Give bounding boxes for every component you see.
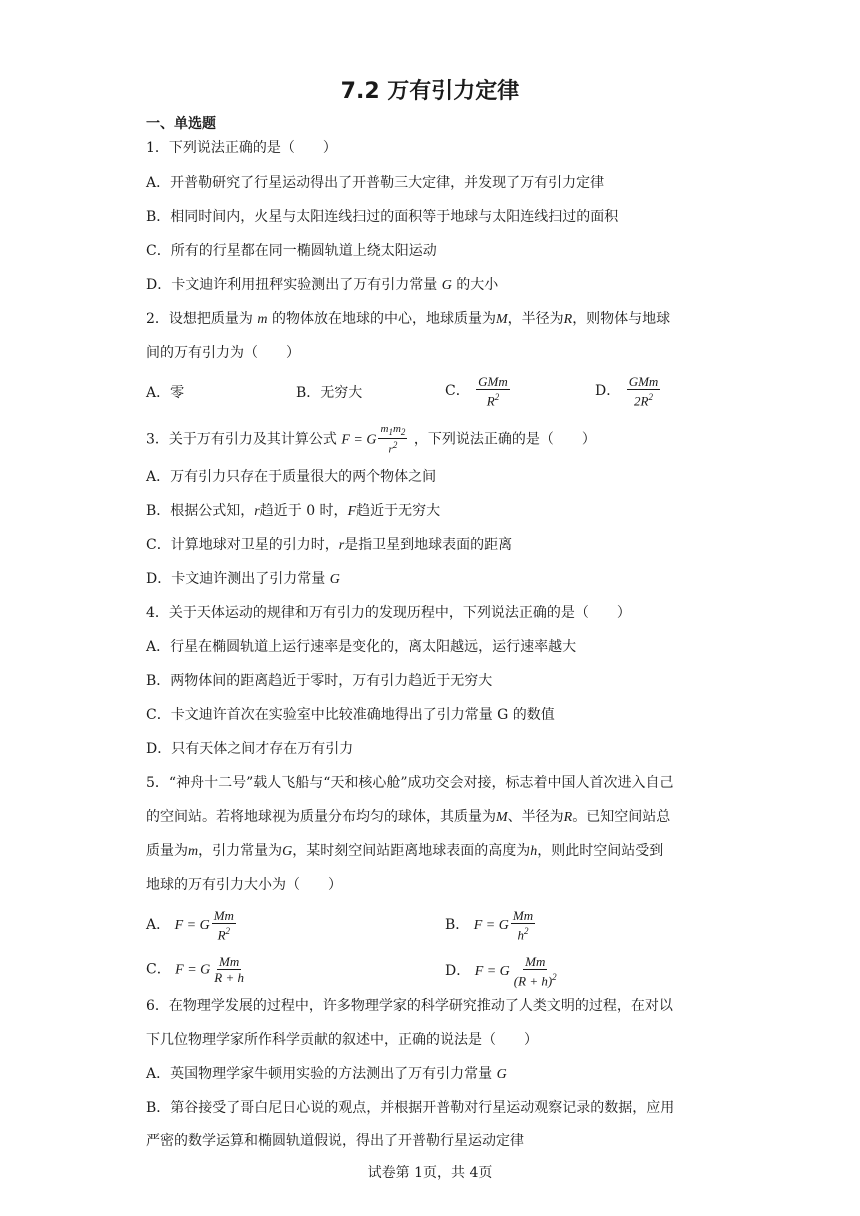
q3-b-text-c: 趋近于无穷大 [356,503,441,519]
q2-text-d: ，则物体与地球 [572,311,671,327]
q3-option-a: A．万有引力只存在于质量很大的两个物体之间 [146,469,437,485]
den-base: 2R [634,393,649,409]
q2-option-a: A．零 [146,385,185,401]
fraction-GMm-over-2R2 [627,374,661,408]
question-5-line4: 地球的万有引力大小为（ ） [146,877,342,893]
q5-option-b [445,908,537,942]
sub-1: 1 [388,427,393,438]
q4-option-a: A．行星在椭圆轨道上运行速率是变化的，离太阳越远，运行速率越大 [146,639,577,655]
fraction-Mm-over-h2 [511,908,535,942]
denominator [515,924,530,942]
q5-b-label: B． [445,917,470,934]
q3-stem-post: ，下列说法正确的是（ ） [413,431,596,448]
q3-option-d [146,569,340,590]
q2-option-d-label: D． [595,383,621,400]
question-2-stem-line2: 间的万有引力为（ ） [146,345,300,361]
exponent: 2 [523,926,529,936]
symbol-m: m [188,844,199,859]
q5-option-a [146,908,238,942]
q5-l3-d: ，则此时空间站受到 [537,843,664,859]
q2-text-a: 2．设想把质量为 [146,311,253,327]
symbol-G: G [496,1067,507,1082]
exponent: 2 [648,392,653,402]
den-base: R [486,393,495,409]
fraction-Mm-over-R-plus-h [212,954,246,985]
question-4-stem: 4．关于天体运动的规律和万有引力的发现历程中，下列说法正确的是（ ） [146,605,631,621]
q6-option-b-line2: 严密的数学运算和椭圆轨道假说，得出了开普勒行星运动定律 [146,1133,524,1149]
question-5-line1: 5．“神舟十二号”载人飞船与“天和核心舱”成功交会对接，标志着中国人首次进入自己 [146,775,674,791]
denominator [485,390,501,408]
numerator: Mm [213,908,234,923]
denominator [632,390,655,408]
numerator: Mm [219,954,240,969]
q5-d-label: D． [445,963,471,980]
den-base: r [388,443,393,456]
q3-option-b [146,501,440,522]
q6-option-b-line1: B．第谷接受了哥白尼日心说的观点，并根据开普勒对行星运动观察记录的数据，应用 [146,1100,675,1116]
q1-option-c: C．所有的行星都在同一椭圆轨道上绕太阳运动 [146,243,437,259]
q2-text-c: ，半径为 [507,311,564,327]
q2-option-d [595,374,662,408]
question-5-line2 [146,807,670,828]
q1-option-d-text: D．卡文迪许利用扭秤实验测出了万有引力常量 [146,277,438,293]
question-3-stem [146,423,596,456]
question-1-stem: 1．下列说法正确的是（ ） [146,140,337,156]
symbol-G: G [441,278,452,293]
q2-option-c [445,374,512,408]
q5-l3-b: ，引力常量为 [198,843,283,859]
q5-l2-a: 的空间站。若将地球视为质量分布均匀的球体，其质量为 [146,809,496,825]
formula-F-eq-G: F = G [341,432,377,448]
fraction-GMm-over-R2 [476,374,510,408]
formula-F-eq-G: F = G [474,964,510,980]
section-heading: 一、单选题 [146,116,216,132]
question-6-line1: 6．在物理学发展的过程中，许多物理学家的科学研究推动了人类文明的过程，在对以 [146,998,673,1014]
numerator: Mm [525,954,546,969]
exponent: 2 [494,392,500,402]
q5-l3-a: 质量为 [146,843,188,859]
formula-F-eq-G: F = G [175,962,211,978]
q5-option-c [146,954,248,985]
denominator [512,970,559,988]
symbol-F: F [347,504,357,519]
symbol-R: R [563,810,573,825]
page-footer: 试卷第 1页，共 4页 [367,1165,493,1181]
q6-a-text: A．英国物理学家牛顿用实验的方法测出了万有引力常量 [146,1066,493,1082]
m2: m [392,423,401,435]
numerator: Mm [512,908,534,923]
den-base: h [517,927,524,943]
denominator [387,439,400,456]
q3-stem-pre: 3．关于万有引力及其计算公式 [146,431,337,448]
q4-option-c: C．卡文迪许首次在实验室中比较准确地得出了引力常量 G 的数值 [146,707,555,723]
sub-2: 2 [400,427,406,438]
fraction-m1m2-over-r2 [378,423,407,456]
m1: m [380,423,389,435]
q5-l2-b: 、半径为 [507,809,564,825]
question-5-line3 [146,841,663,862]
q4-option-b: B．两物体间的距离趋近于零时，万有引力趋近于无穷大 [146,673,493,689]
q3-b-text-b: 趋近于 0 时， [259,503,348,519]
exponent: 2 [552,972,557,982]
page-title: 7.2 万有引力定律 [340,79,520,104]
symbol-r: r [254,504,260,519]
q5-a-label: A． [146,917,171,934]
q1-option-b: B．相同时间内，火星与太阳连线扫过的面积等于地球与太阳连线扫过的面积 [146,209,619,225]
fraction-Mm-over-R2 [212,908,236,942]
q3-option-c [146,535,512,556]
q2-option-b: B．无穷大 [296,385,363,401]
denominator: R + h [214,970,244,985]
q6-option-a [146,1064,507,1085]
numerator: GMm [478,374,508,389]
q4-option-d: D．只有天体之间才存在万有引力 [146,741,354,757]
q5-c-label: C． [146,961,171,978]
q3-b-text-a: B．根据公式知， [146,503,255,519]
symbol-G: G [329,572,340,587]
denominator [216,924,232,942]
symbol-G: G [282,844,293,859]
q1-option-a: A．开普勒研究了行星运动得出了开普勒三大定律，并发现了万有引力定律 [146,175,605,191]
question-2-stem-line1 [146,309,670,330]
formula-F-eq-G: F = G [473,918,509,934]
symbol-M: M [496,810,508,825]
numerator: GMm [628,374,659,389]
q5-option-d [445,954,561,988]
q1-option-d-tail: 的大小 [456,277,499,293]
numerator [378,423,407,439]
exponent: 2 [225,926,231,936]
q3-c-text-b: 是指卫星到地球表面的距离 [344,537,513,553]
fraction-Mm-over-R-plus-h-squared [512,954,559,988]
q1-option-d [146,275,498,296]
den-base: (R + h) [513,973,553,989]
den-base: R [217,927,226,943]
symbol-M: M [495,312,508,327]
q2-text-b: 的物体放在地球的中心，地球质量为 [271,311,496,327]
q3-d-text: D．卡文迪许测出了引力常量 [146,571,326,587]
symbol-R: R [563,312,573,327]
exponent: 2 [392,440,398,451]
q3-c-text-a: C．计算地球对卫星的引力时， [146,537,339,553]
q2-option-c-label: C． [445,383,470,400]
q5-l3-c: ，某时刻空间站距离地球表面的高度为 [292,843,531,859]
formula-F-eq-G: F = G [174,918,210,934]
q5-l2-c: 。已知空间站总 [572,809,671,825]
symbol-r: r [338,538,345,553]
question-6-line2: 下几位物理学家所作科学贡献的叙述中，正确的说法是（ ） [146,1032,538,1048]
symbol-m: m [257,312,268,327]
symbol-h: h [530,844,538,859]
